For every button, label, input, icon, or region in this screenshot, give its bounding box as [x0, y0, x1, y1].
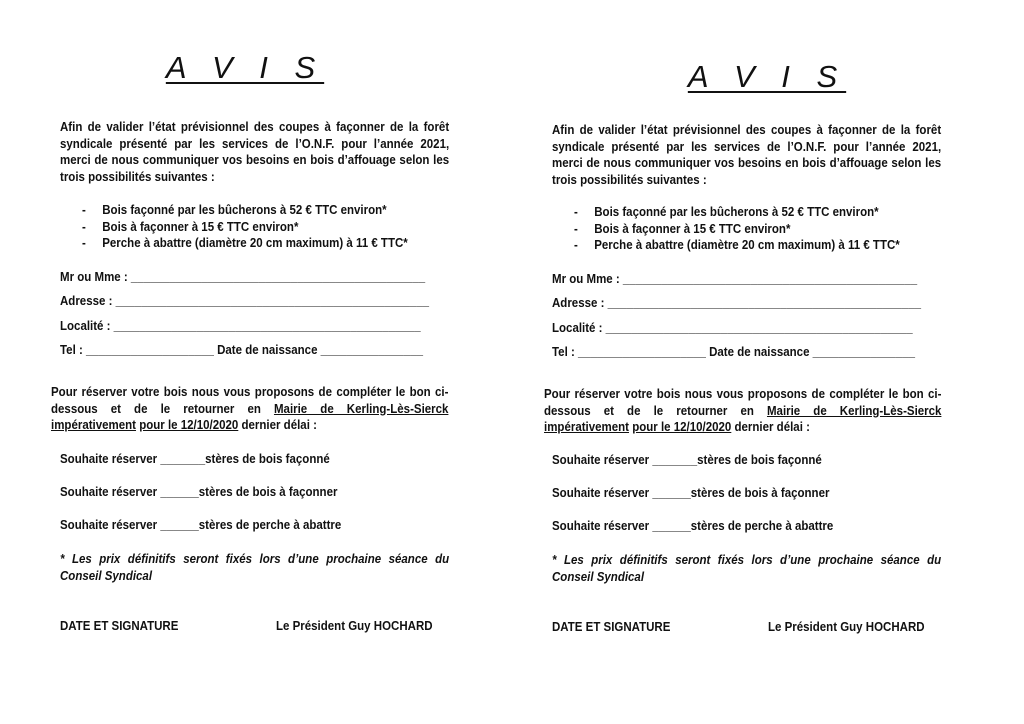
intro-paragraph: Afin de valider l’état prévisionnel des coupes à façonner de la forêt syndicale présenté par les services de l’O.N.F. pour l’année 2021, merci de nous communiquer vos besoins en bois d’affouage selon les trois possibilités suivantes : [552, 123, 942, 187]
form-copy-right [492, 0, 1004, 724]
list-item: - Bois façonné par les bûcherons à 52 € TTC environ* [82, 203, 387, 217]
birthdate-field[interactable]: ________________ [320, 342, 424, 357]
list-item: - Perche à abattre (diamètre 20 cm maximum) à 11 € TTC* [82, 236, 408, 250]
date-signature-label: DATE ET SIGNATURE [60, 619, 179, 633]
price-note: * Les prix définitifs seront fixés lors d’une prochaine séance du Conseil Syndical [60, 552, 450, 583]
form-title: A V I S [687, 59, 847, 94]
price-options-list [82, 202, 450, 252]
intro-paragraph: Afin de valider l’état prévisionnel des coupes à façonner de la forêt syndicale présenté par les services de l’O.N.F. pour l’année 2021, merci de nous communiquer vos besoins en bois d’affouage selon les trois possibilités suivantes : [60, 120, 450, 184]
contact-fields [552, 271, 948, 368]
reserve-line-faconne[interactable]: Souhaite réserver _______stères de bois façonné [60, 452, 330, 466]
birthdate-label: Date de naissance [217, 342, 318, 357]
name-field[interactable]: Mr ou Mme : ______________________________________________ [60, 270, 426, 284]
list-item: - Bois à façonner à 15 € TTC environ* [574, 221, 791, 236]
deadline-date: pour le 12/10/2020 [632, 420, 732, 434]
reserve-line-faconne[interactable]: Souhaite réserver _______stères de bois façonné [552, 453, 822, 467]
reserve-line-perche[interactable]: Souhaite réserver ______stères de perche à abattre [60, 518, 342, 532]
contact-fields [60, 269, 456, 366]
tel-field[interactable]: Tel : ____________________ [552, 344, 706, 359]
reserve-line-a-faconner[interactable]: Souhaite réserver ______stères de bois à façonner [60, 485, 338, 499]
reserve-paragraph: Pour réserver votre bois nous vous proposons de compléter le bon ci-dessous et de le retourner en Mairie de Kerling-Lès-Sierck impérativement pour le 12/10/2020 dernier délai : [544, 387, 942, 434]
form-title: A V I S [165, 50, 325, 85]
president-signature: Le Président Guy HOCHARD [768, 620, 925, 634]
city-field[interactable]: Localité : ________________________________________________ [552, 320, 913, 335]
list-item: - Bois à façonner à 15 € TTC environ* [82, 219, 299, 234]
reserve-line-a-faconner[interactable]: Souhaite réserver ______stères de bois à façonner [552, 486, 830, 500]
birthdate-label: Date de naissance [709, 344, 810, 359]
reserve-paragraph: Pour réserver votre bois nous vous proposons de compléter le bon ci-dessous et de le retourner en Mairie de Kerling-Lès-Sierck impérativement pour le 12/10/2020 dernier délai : [51, 385, 449, 432]
tel-birthdate-row [60, 342, 456, 366]
price-options-list [574, 204, 942, 254]
tel-birthdate-row [552, 344, 948, 368]
reserve-line-perche[interactable]: Souhaite réserver ______stères de perche à abattre [552, 519, 834, 533]
address-field[interactable]: Adresse : _________________________________________________ [552, 296, 922, 311]
mairie-deadline: Mairie de Kerling-Lès-Sierck impérativement [544, 403, 942, 434]
list-item: - Bois façonné par les bûcherons à 52 € TTC environ* [574, 205, 879, 219]
mairie-deadline: Mairie de Kerling-Lès-Sierck impérativement [51, 401, 449, 432]
list-item: - Perche à abattre (diamètre 20 cm maximum) à 11 € TTC* [574, 238, 900, 252]
name-field[interactable]: Mr ou Mme : ______________________________________________ [552, 272, 918, 286]
birthdate-field[interactable]: ________________ [812, 344, 916, 359]
city-field[interactable]: Localité : ________________________________________________ [60, 318, 421, 333]
address-field[interactable]: Adresse : _________________________________________________ [60, 294, 430, 309]
president-signature: Le Président Guy HOCHARD [276, 619, 433, 633]
deadline-date: pour le 12/10/2020 [139, 418, 239, 432]
date-signature-label: DATE ET SIGNATURE [552, 620, 671, 634]
price-note: * Les prix définitifs seront fixés lors d’une prochaine séance du Conseil Syndical [552, 553, 942, 584]
tel-field[interactable]: Tel : ____________________ [60, 342, 214, 357]
